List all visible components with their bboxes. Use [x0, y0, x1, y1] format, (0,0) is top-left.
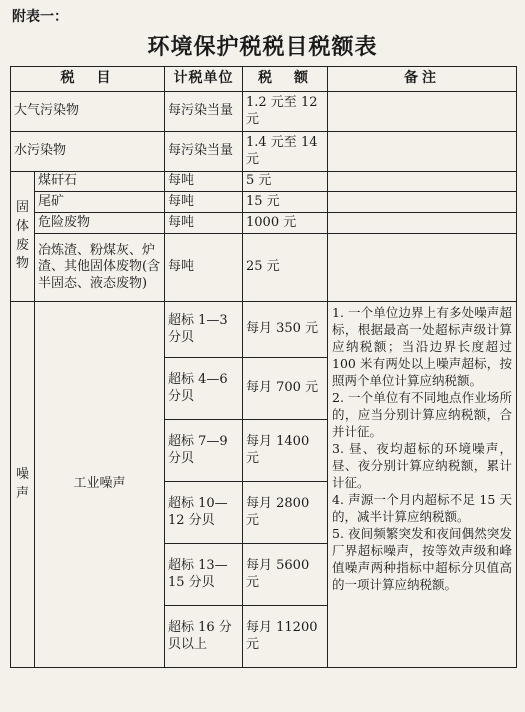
noise-amount: 每月 11200 元 — [243, 606, 328, 668]
solid-item: 尾矿 — [35, 192, 165, 213]
row-noise-1 — [11, 302, 517, 358]
solid-amount: 15 元 — [243, 192, 328, 213]
solid-unit: 每吨 — [165, 234, 243, 302]
noise-unit: 超标 4—6 分贝 — [165, 358, 243, 420]
noise-notes — [328, 302, 517, 668]
noise-item: 工业噪声 — [35, 302, 165, 668]
col-header-item: 税 目 — [11, 67, 165, 92]
noise-amount: 每月 1400 元 — [243, 420, 328, 482]
col-header-note: 备注 — [328, 67, 517, 92]
solid-amount: 5 元 — [243, 172, 328, 192]
row-solid-1 — [11, 172, 517, 192]
water-unit: 每污染当量 — [165, 132, 243, 172]
water-item: 水污染物 — [11, 132, 165, 172]
solid-item: 煤矸石 — [35, 172, 165, 192]
noise-amount: 每月 5600 元 — [243, 544, 328, 606]
header-row — [11, 67, 517, 92]
air-amount: 1.2 元至 12 元 — [243, 92, 328, 132]
col-header-amount: 税 额 — [243, 67, 328, 92]
solid-note — [328, 234, 517, 302]
attachment-label: 附表一： — [12, 9, 68, 25]
air-unit: 每污染当量 — [165, 92, 243, 132]
solid-group-label: 固体废物 — [11, 172, 35, 302]
solid-item: 冶炼渣、粉煤灰、炉渣、其他固体废物(含半固态、液态废物) — [35, 234, 165, 302]
page-title: 环境保护税税目税额表 — [147, 34, 378, 60]
row-solid-4 — [11, 234, 517, 302]
row-solid-3 — [11, 213, 517, 234]
noise-amount: 每月 2800 元 — [243, 482, 328, 544]
noise-amount: 每月 700 元 — [243, 358, 328, 420]
noise-unit: 超标 7—9 分贝 — [165, 420, 243, 482]
air-note — [328, 92, 517, 132]
note-item: 5. 夜间频繁突发和夜间偶然突发厂界超标噪声，按等效声级和峰值噪声两种指标中超标分贝值高的一项计算应纳税额。 — [332, 526, 512, 592]
water-amount: 1.4 元至 14 元 — [243, 132, 328, 172]
noise-amount: 每月 350 元 — [243, 302, 328, 358]
noise-unit: 超标 16 分贝以上 — [165, 606, 243, 668]
solid-unit: 每吨 — [165, 213, 243, 234]
row-air — [11, 92, 517, 132]
solid-note — [328, 172, 517, 192]
noise-unit: 超标 13—15 分贝 — [165, 544, 243, 606]
solid-note — [328, 213, 517, 234]
solid-amount: 1000 元 — [243, 213, 328, 234]
note-item: 4. 声源一个月内超标不足 15 天的，减半计算应纳税额。 — [332, 492, 512, 524]
col-header-unit: 计税单位 — [165, 67, 243, 92]
solid-unit: 每吨 — [165, 172, 243, 192]
row-solid-2 — [11, 192, 517, 213]
solid-unit: 每吨 — [165, 192, 243, 213]
noise-group-label: 噪声 — [11, 302, 35, 668]
row-water — [11, 132, 517, 172]
air-item: 大气污染物 — [11, 92, 165, 132]
note-item: 1. 一个单位边界上有多处噪声超标，根据最高一处超标声级计算应纳税额；当沿边界长度超过 100 米有两处以上噪声超标，按照两个单位计算应纳税额。 — [332, 305, 512, 388]
solid-amount: 25 元 — [243, 234, 328, 302]
solid-item: 危险废物 — [35, 213, 165, 234]
tax-rate-table — [10, 66, 517, 668]
solid-note — [328, 192, 517, 213]
note-item: 2. 一个单位有不同地点作业场所的，应当分别计算应纳税额，合并计征。 — [332, 390, 512, 439]
water-note — [328, 132, 517, 172]
noise-unit: 超标 10—12 分贝 — [165, 482, 243, 544]
note-item: 3. 昼、夜均超标的环境噪声，昼、夜分别计算应纳税额，累计计征。 — [332, 441, 512, 490]
noise-unit: 超标 1—3 分贝 — [165, 302, 243, 358]
